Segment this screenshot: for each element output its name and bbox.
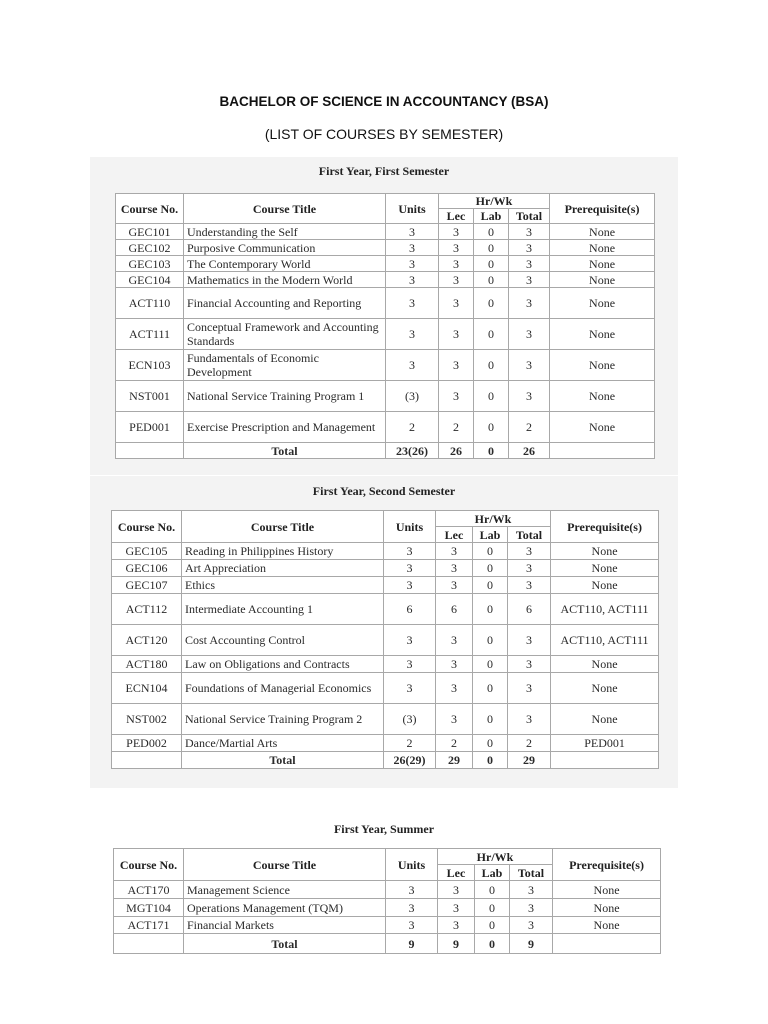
table-row — [116, 256, 655, 272]
total-hours: 3 — [510, 899, 553, 917]
total-hours: 3 — [509, 256, 550, 272]
lec-hours: 3 — [439, 381, 474, 412]
lec-hours: 3 — [436, 673, 473, 704]
lab-hours: 0 — [474, 350, 509, 381]
units: 6 — [384, 594, 436, 625]
total-empty-cell — [116, 443, 184, 459]
total-hours: 3 — [508, 656, 551, 673]
total-hours: 3 — [508, 543, 551, 560]
prerequisites: None — [550, 224, 655, 240]
total-hours: 3 — [510, 917, 553, 934]
table-row — [112, 594, 659, 625]
lab-hours: 0 — [473, 704, 508, 735]
lec-hours: 3 — [439, 350, 474, 381]
lec-hours: 3 — [439, 319, 474, 350]
table-row — [112, 735, 659, 752]
course-title: Art Appreciation — [182, 560, 384, 577]
course-title: Intermediate Accounting 1 — [182, 594, 384, 625]
semester-2-table — [111, 510, 659, 769]
lec-hours: 2 — [436, 735, 473, 752]
total-hours-sum: 29 — [508, 752, 551, 769]
course-no: ACT111 — [116, 319, 184, 350]
document-subtitle: (LIST OF COURSES BY SEMESTER) — [264, 126, 504, 142]
course-no: NST002 — [112, 704, 182, 735]
prerequisites: None — [550, 240, 655, 256]
lec-hours: 3 — [439, 224, 474, 240]
units: 3 — [386, 917, 438, 934]
units: 3 — [384, 560, 436, 577]
lec-hours: 3 — [436, 543, 473, 560]
units: 3 — [386, 288, 439, 319]
lab-hours: 0 — [474, 412, 509, 443]
prerequisites: None — [551, 704, 659, 735]
header-hrwk: Hr/Wk — [436, 511, 551, 527]
units: 3 — [384, 625, 436, 656]
prerequisites: None — [550, 256, 655, 272]
total-hours: 3 — [508, 704, 551, 735]
table-row — [112, 704, 659, 735]
header-course-title: Course Title — [184, 849, 386, 881]
course-title: Ethics — [182, 577, 384, 594]
total-hours: 3 — [509, 288, 550, 319]
course-no: ACT180 — [112, 656, 182, 673]
course-no: PED002 — [112, 735, 182, 752]
total-lab: 0 — [474, 443, 509, 459]
header-lab: Lab — [475, 865, 510, 881]
lab-hours: 0 — [473, 673, 508, 704]
units: 3 — [386, 319, 439, 350]
lab-hours: 0 — [474, 288, 509, 319]
total-label: Total — [182, 752, 384, 769]
header-lab: Lab — [473, 527, 508, 543]
total-empty-cell — [550, 443, 655, 459]
course-title: Dance/Martial Arts — [182, 735, 384, 752]
table-row — [112, 560, 659, 577]
prerequisites: None — [550, 381, 655, 412]
total-hours: 3 — [508, 673, 551, 704]
table-row — [116, 381, 655, 412]
units: 3 — [384, 656, 436, 673]
course-no: ECN103 — [116, 350, 184, 381]
prerequisites: ACT110, ACT111 — [551, 625, 659, 656]
course-title: Financial Markets — [184, 917, 386, 934]
table-row — [112, 543, 659, 560]
units: 3 — [386, 272, 439, 288]
units: 3 — [386, 224, 439, 240]
total-row — [116, 443, 655, 459]
lab-hours: 0 — [474, 256, 509, 272]
course-no: ACT110 — [116, 288, 184, 319]
lab-hours: 0 — [474, 319, 509, 350]
lec-hours: 3 — [438, 899, 475, 917]
course-no: ECN104 — [112, 673, 182, 704]
units: 3 — [386, 256, 439, 272]
table-row — [116, 350, 655, 381]
header-course-title: Course Title — [184, 194, 386, 224]
total-hours: 3 — [508, 577, 551, 594]
semester-title: First Year, Second Semester — [312, 484, 456, 498]
header-prerequisites: Prerequisite(s) — [553, 849, 661, 881]
header-lec: Lec — [439, 209, 474, 224]
lab-hours: 0 — [475, 899, 510, 917]
total-units: 23(26) — [386, 443, 439, 459]
course-no: NST001 — [116, 381, 184, 412]
course-title: Fundamentals of Economic Development — [184, 350, 386, 381]
prerequisites: None — [551, 560, 659, 577]
document-title: BACHELOR OF SCIENCE IN ACCOUNTANCY (BSA) — [219, 94, 549, 109]
total-empty-cell — [551, 752, 659, 769]
course-title: Purposive Communication — [184, 240, 386, 256]
prerequisites: None — [550, 412, 655, 443]
header-course-no: Course No. — [116, 194, 184, 224]
prerequisites: None — [550, 272, 655, 288]
lec-hours: 3 — [436, 577, 473, 594]
course-no: GEC101 — [116, 224, 184, 240]
total-hours: 2 — [509, 412, 550, 443]
total-hours: 2 — [508, 735, 551, 752]
header-course-title: Course Title — [182, 511, 384, 543]
header-prerequisites: Prerequisite(s) — [551, 511, 659, 543]
lab-hours: 0 — [473, 735, 508, 752]
total-hours: 3 — [509, 350, 550, 381]
table-row — [114, 917, 661, 934]
table-row — [116, 412, 655, 443]
total-units: 9 — [386, 934, 438, 954]
lec-hours: 3 — [439, 240, 474, 256]
prerequisites: None — [551, 656, 659, 673]
course-title: Cost Accounting Control — [182, 625, 384, 656]
units: 3 — [384, 673, 436, 704]
total-empty-cell — [553, 934, 661, 954]
table-row — [112, 625, 659, 656]
course-no: ACT112 — [112, 594, 182, 625]
prerequisites: None — [553, 917, 661, 934]
course-no: GEC105 — [112, 543, 182, 560]
total-label: Total — [184, 443, 386, 459]
header-units: Units — [386, 849, 438, 881]
table-row — [112, 656, 659, 673]
prerequisites: None — [550, 350, 655, 381]
prerequisites: None — [550, 319, 655, 350]
header-lec: Lec — [436, 527, 473, 543]
total-row — [114, 934, 661, 954]
units: 2 — [384, 735, 436, 752]
lec-hours: 3 — [439, 288, 474, 319]
total-lec: 26 — [439, 443, 474, 459]
course-no: MGT104 — [114, 899, 184, 917]
course-title: Mathematics in the Modern World — [184, 272, 386, 288]
header-total: Total — [510, 865, 553, 881]
total-empty-cell — [112, 752, 182, 769]
total-lab: 0 — [473, 752, 508, 769]
header-hrwk: Hr/Wk — [438, 849, 553, 865]
header-units: Units — [386, 194, 439, 224]
course-title: National Service Training Program 1 — [184, 381, 386, 412]
lec-hours: 2 — [439, 412, 474, 443]
course-no: GEC102 — [116, 240, 184, 256]
total-lab: 0 — [475, 934, 510, 954]
units: 3 — [386, 240, 439, 256]
units: 3 — [386, 881, 438, 899]
units: 2 — [386, 412, 439, 443]
course-title: Conceptual Framework and Accounting Standards — [184, 319, 386, 350]
table-row — [116, 272, 655, 288]
total-hours: 3 — [509, 272, 550, 288]
table-row — [116, 240, 655, 256]
summer-table — [113, 848, 661, 954]
total-hours-sum: 26 — [509, 443, 550, 459]
header-hrwk: Hr/Wk — [439, 194, 550, 209]
header-row — [112, 511, 659, 527]
total-units: 26(29) — [384, 752, 436, 769]
header-prerequisites: Prerequisite(s) — [550, 194, 655, 224]
total-empty-cell — [114, 934, 184, 954]
lab-hours: 0 — [473, 560, 508, 577]
lec-hours: 6 — [436, 594, 473, 625]
course-no: GEC103 — [116, 256, 184, 272]
lab-hours: 0 — [475, 917, 510, 934]
units: 3 — [384, 543, 436, 560]
table-row — [114, 881, 661, 899]
prerequisites: PED001 — [551, 735, 659, 752]
lec-hours: 3 — [438, 881, 475, 899]
total-hours: 3 — [509, 224, 550, 240]
header-row — [116, 194, 655, 209]
table-row — [114, 899, 661, 917]
table-row — [116, 319, 655, 350]
total-lec: 9 — [438, 934, 475, 954]
prerequisites: None — [553, 881, 661, 899]
course-no: GEC106 — [112, 560, 182, 577]
lab-hours: 0 — [474, 272, 509, 288]
lec-hours: 3 — [436, 656, 473, 673]
lab-hours: 0 — [473, 625, 508, 656]
lab-hours: 0 — [473, 656, 508, 673]
units: 3 — [384, 577, 436, 594]
course-no: ACT171 — [114, 917, 184, 934]
course-title: Law on Obligations and Contracts — [182, 656, 384, 673]
prerequisites: None — [553, 899, 661, 917]
course-title: Operations Management (TQM) — [184, 899, 386, 917]
units: 3 — [386, 350, 439, 381]
total-hours: 3 — [509, 319, 550, 350]
course-no: ACT170 — [114, 881, 184, 899]
semester-title: First Year, Summer — [333, 822, 435, 836]
total-lec: 29 — [436, 752, 473, 769]
header-course-no: Course No. — [114, 849, 184, 881]
total-hours: 6 — [508, 594, 551, 625]
semester-title: First Year, First Semester — [318, 164, 450, 178]
prerequisites: None — [551, 543, 659, 560]
lab-hours: 0 — [474, 240, 509, 256]
semester-1-table — [115, 193, 655, 459]
total-hours: 3 — [509, 381, 550, 412]
header-lec: Lec — [438, 865, 475, 881]
lab-hours: 0 — [473, 594, 508, 625]
table-row — [116, 224, 655, 240]
table-row — [112, 673, 659, 704]
lec-hours: 3 — [439, 272, 474, 288]
total-hours: 3 — [510, 881, 553, 899]
table-row — [116, 288, 655, 319]
prerequisites: None — [551, 673, 659, 704]
lab-hours: 0 — [475, 881, 510, 899]
course-title: Management Science — [184, 881, 386, 899]
lec-hours: 3 — [436, 625, 473, 656]
course-no: ACT120 — [112, 625, 182, 656]
total-label: Total — [184, 934, 386, 954]
lec-hours: 3 — [438, 917, 475, 934]
units: (3) — [386, 381, 439, 412]
header-lab: Lab — [474, 209, 509, 224]
prerequisites: ACT110, ACT111 — [551, 594, 659, 625]
header-total: Total — [508, 527, 551, 543]
course-no: GEC104 — [116, 272, 184, 288]
course-no: GEC107 — [112, 577, 182, 594]
total-hours: 3 — [509, 240, 550, 256]
lec-hours: 3 — [436, 704, 473, 735]
prerequisites: None — [551, 577, 659, 594]
course-title: National Service Training Program 2 — [182, 704, 384, 735]
course-title: Exercise Prescription and Management — [184, 412, 386, 443]
course-title: Foundations of Managerial Economics — [182, 673, 384, 704]
header-course-no: Course No. — [112, 511, 182, 543]
header-row — [114, 849, 661, 865]
total-hours: 3 — [508, 625, 551, 656]
lab-hours: 0 — [474, 224, 509, 240]
header-units: Units — [384, 511, 436, 543]
lab-hours: 0 — [473, 543, 508, 560]
total-hours: 3 — [508, 560, 551, 577]
table-row — [112, 577, 659, 594]
course-title: Understanding the Self — [184, 224, 386, 240]
course-title: Reading in Philippines History — [182, 543, 384, 560]
total-row — [112, 752, 659, 769]
lab-hours: 0 — [473, 577, 508, 594]
course-no: PED001 — [116, 412, 184, 443]
course-title: The Contemporary World — [184, 256, 386, 272]
lab-hours: 0 — [474, 381, 509, 412]
total-hours-sum: 9 — [510, 934, 553, 954]
header-total: Total — [509, 209, 550, 224]
prerequisites: None — [550, 288, 655, 319]
units: (3) — [384, 704, 436, 735]
lec-hours: 3 — [439, 256, 474, 272]
lec-hours: 3 — [436, 560, 473, 577]
course-title: Financial Accounting and Reporting — [184, 288, 386, 319]
units: 3 — [386, 899, 438, 917]
